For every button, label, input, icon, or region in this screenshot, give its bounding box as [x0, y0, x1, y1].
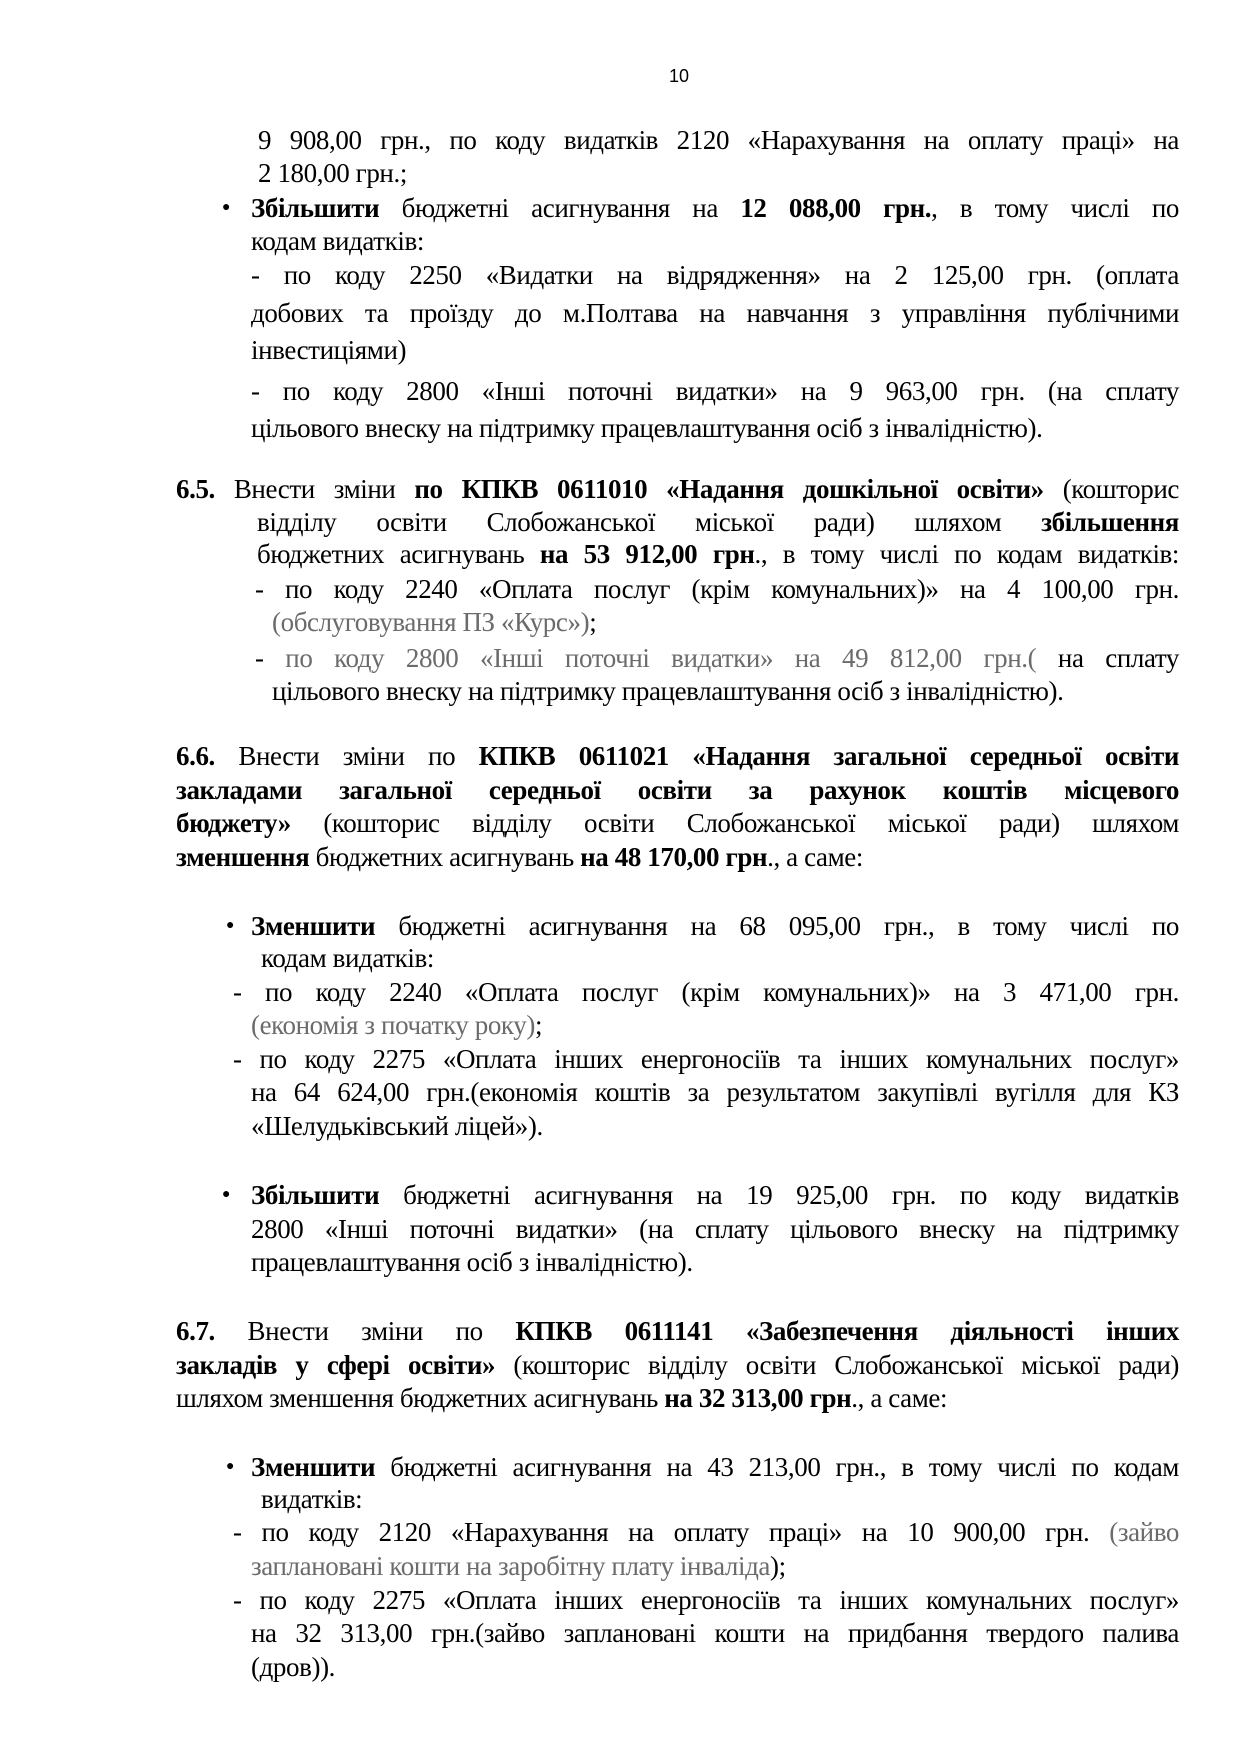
text-run: працевлаштування осіб з інвалідністю). — [251, 1247, 693, 1277]
text-run: - по коду 2240 «Оплата послуг (крім комунальних)» на 4 100,00 грн. — [255, 574, 1179, 604]
text-line — [176, 1348, 1179, 1382]
text-run: - по коду 2250 «Видатки на відрядження» на 2 125,00 грн. (оплата — [251, 260, 1179, 290]
text-run: 2 180,00 грн.; — [258, 158, 407, 188]
text-line — [255, 572, 1179, 606]
text-run: бюджетних асигнувань — [257, 539, 540, 569]
text-run: (кошторис — [1043, 474, 1180, 504]
text-line — [251, 1245, 1179, 1279]
text-run: бюджетні асигнування на 68 095,00 грн., в тому числі по — [375, 911, 1179, 941]
text-run: Внести зміни по — [214, 1316, 516, 1346]
text-run: - по коду 2275 «Оплата інших енергоносіїв та інших комунальних послуг» — [233, 1585, 1179, 1615]
text-run: ., а саме: — [851, 1383, 948, 1413]
text-run: кодам видатків: — [261, 943, 434, 973]
text-run: , в тому числі по — [931, 193, 1180, 223]
text-run: (зайво — [1109, 1517, 1179, 1547]
text-line — [251, 909, 1179, 943]
text-line — [251, 1178, 1179, 1212]
text-line — [176, 840, 1179, 874]
text-line — [251, 1616, 1179, 1650]
text-run: кодам видатків: — [251, 226, 424, 256]
text-line — [233, 1042, 1179, 1076]
text-line — [258, 123, 1179, 157]
text-line — [176, 806, 1179, 840]
text-run: Внести зміни — [214, 474, 415, 504]
text-run: на 32 313,00 грн.(зайво заплановані кошти на придбання твердого палива — [251, 1618, 1179, 1648]
text-run: інвестиціями) — [251, 335, 407, 365]
text-run: видатків: — [261, 1484, 363, 1514]
bold-text-run: 12 088,00 грн. — [740, 193, 932, 223]
text-run: бюджетні асигнування на 19 925,00 грн. по коду видатків — [379, 1180, 1179, 1210]
bullet-icon: ● — [222, 1187, 231, 1202]
text-line — [251, 1212, 1179, 1246]
text-line — [251, 333, 1179, 367]
bold-text-run: 6.7. — [176, 1316, 215, 1346]
text-line — [233, 1583, 1179, 1617]
text-line — [272, 674, 1179, 708]
text-run: відділу освіти Слобожанської міської ради) шляхом — [257, 507, 1042, 537]
text-line — [251, 258, 1179, 292]
bold-text-run: зменшення — [176, 842, 310, 872]
text-run: - по коду 2275 «Оплата інших енергоносіїв та інших комунальних послуг» — [233, 1044, 1179, 1074]
text-line — [251, 296, 1179, 330]
bold-text-run: закладів у сфері освіти» — [176, 1350, 496, 1380]
text-line — [251, 191, 1179, 225]
text-line — [258, 156, 1179, 190]
text-run: бюджетних асигнувань — [309, 842, 581, 872]
text-line — [176, 773, 1179, 807]
text-line — [251, 1450, 1179, 1484]
text-line — [257, 505, 1179, 539]
bold-text-run: КПКВ 0611021 «Надання загальної середньої освіти — [478, 741, 1180, 771]
text-run: ); — [770, 1551, 786, 1581]
text-line — [251, 1109, 1179, 1143]
text-run: бюджетні асигнування на 43 213,00 грн., в тому числі по кодам — [375, 1452, 1179, 1482]
bold-text-run: по КПКВ 0611010 «Надання дошкільної освіти» — [414, 474, 1044, 504]
text-run: (економія з початку року) — [251, 1010, 535, 1040]
bold-text-run: закладами загальної середньої освіти за рахунок коштів місцевого — [176, 775, 1179, 805]
text-run: добових та проїзду до м.Полтава на навчання з управління публічними — [251, 298, 1179, 328]
text-run: (кошторис відділу освіти Слобожанської міської ради) — [495, 1350, 1179, 1380]
bold-text-run: збільшення — [1041, 507, 1179, 537]
text-run: - по коду 2800 «Інші поточні видатки» на 9 963,00 грн. (на сплату — [251, 376, 1179, 406]
text-run: ., а саме: — [767, 842, 863, 872]
text-line — [233, 1515, 1179, 1549]
text-run: ; — [534, 1010, 543, 1040]
text-line — [176, 472, 1179, 506]
text-run: - по коду 2240 «Оплата послуг (крім комунальних)» на 3 471,00 грн. — [233, 977, 1179, 1007]
text-line — [233, 975, 1179, 1009]
text-line — [251, 374, 1179, 408]
text-run: на 64 624,00 грн.(економія коштів за результатом закупівлі вугілля для КЗ — [251, 1077, 1179, 1107]
bold-text-run: 6.6. — [176, 741, 215, 771]
text-line — [176, 1314, 1179, 1348]
bold-text-run: бюджету» — [176, 808, 291, 838]
bold-text-run: Зменшити — [251, 911, 376, 941]
text-line — [272, 605, 1179, 639]
text-line — [176, 739, 1179, 773]
text-line — [251, 1549, 1179, 1583]
bullet-icon: ● — [226, 1459, 235, 1474]
text-line — [257, 537, 1179, 571]
text-line — [251, 224, 1179, 258]
bold-text-run: 6.5. — [176, 474, 215, 504]
text-line — [255, 641, 1179, 675]
bold-text-run: КПКВ 0611141 «Забезпечення діяльності інших — [515, 1316, 1179, 1346]
text-run: Внести зміни по — [214, 741, 479, 771]
text-run: бюджетні асигнування на — [379, 193, 741, 223]
text-run: по коду 2800 «Інші поточні видатки» на 49 812,00 грн.( — [285, 643, 1037, 673]
page-number: 10 — [668, 66, 690, 86]
text-run: цільового внеску на підтримку працевлаштування осіб з інвалідністю). — [251, 413, 1043, 443]
text-line — [176, 1381, 1179, 1415]
text-line — [251, 411, 1179, 445]
text-line — [251, 1075, 1179, 1109]
bold-text-run: Збільшити — [251, 193, 380, 223]
text-run: ; — [589, 607, 597, 637]
text-run: 2800 «Інші поточні видатки» (на сплату цільового внеску на підтримку — [251, 1214, 1179, 1244]
text-run: шляхом зменшення бюджетних асигнувань — [176, 1383, 665, 1413]
bold-text-run: Зменшити — [251, 1452, 376, 1482]
text-run: на сплату — [1036, 643, 1179, 673]
bullet-icon: ● — [226, 918, 235, 933]
text-run: - — [255, 643, 286, 673]
text-run: ., в тому числі по кодам видатків: — [754, 539, 1180, 569]
text-line — [261, 1482, 1179, 1516]
bold-text-run: на 32 313,00 грн — [664, 1383, 852, 1413]
text-run: (дров)). — [251, 1652, 336, 1682]
bold-text-run: Збільшити — [251, 1180, 380, 1210]
text-run: цільового внеску на підтримку працевлаштування осіб з інвалідністю). — [272, 676, 1064, 706]
bullet-icon: ● — [222, 200, 231, 215]
bold-text-run: на 48 170,00 грн — [580, 842, 768, 872]
text-run: - по коду 2120 «Нарахування на оплату праці» на 10 900,00 грн. — [233, 1517, 1110, 1547]
text-run: (обслуговування ПЗ «Курс») — [272, 607, 590, 637]
text-line — [261, 941, 1179, 975]
text-run: заплановані кошти на заробітну плату інваліда — [251, 1551, 770, 1581]
text-run: 9 908,00 грн., по коду видатків 2120 «Нарахування на оплату праці» на — [258, 125, 1179, 155]
text-line — [251, 1008, 1179, 1042]
bold-text-run: на 53 912,00 грн — [539, 539, 755, 569]
text-run: «Шелудьківський ліцей»). — [251, 1111, 543, 1141]
text-line — [251, 1650, 1179, 1684]
text-run: (кошторис відділу освіти Слобожанської міської ради) шляхом — [290, 808, 1179, 838]
